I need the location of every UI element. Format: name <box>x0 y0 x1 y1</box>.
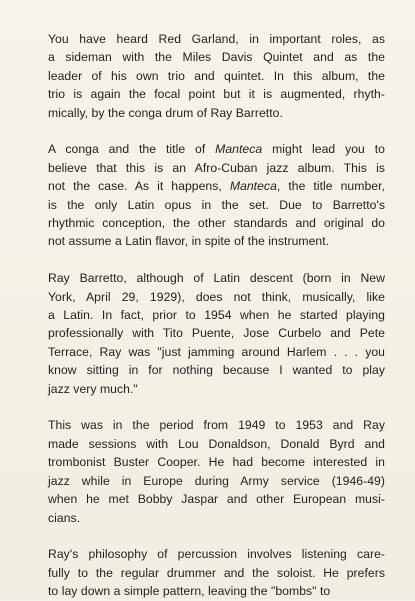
text-segment: when he met Bobby Jaspar and other European musi- <box>48 492 385 507</box>
paragraph <box>48 416 385 526</box>
text-line <box>48 232 385 250</box>
text-line <box>48 380 385 398</box>
text-segment: know sitting in for nothing because I wanted to play <box>48 363 385 378</box>
italic-title: Manteca <box>215 142 263 157</box>
paragraph <box>48 140 385 250</box>
text-line <box>48 104 385 122</box>
text-segment: professionally with Tito Puente, Jose Curbelo and Pete <box>48 326 385 341</box>
text-segment: Ray Barretto, although of Latin descent (born in New <box>48 271 385 286</box>
text-segment: York, April 29, 1929), does not think, musically, like <box>48 289 385 304</box>
text-line <box>48 435 385 453</box>
text-segment: rhythmic conception, the other standards and original do <box>48 216 385 231</box>
text-segment: leader of his own trio and quintet. In this album, the <box>48 68 385 83</box>
paragraph <box>48 545 385 600</box>
text-segment: jazz very much." <box>48 381 138 396</box>
paragraph <box>48 30 385 122</box>
text-segment: believe that this is an Afro-Cuban jazz album. This is <box>48 160 385 175</box>
text-line <box>48 48 385 66</box>
text-column <box>48 30 385 601</box>
text-segment: a Latin. In fact, prior to 1954 when he started playing <box>48 308 385 323</box>
text-line <box>48 343 385 361</box>
text-line <box>48 361 385 379</box>
text-line <box>48 214 385 232</box>
text-segment: jazz while in Europe during Army service (1946-49) <box>48 473 385 488</box>
text-line <box>48 67 385 85</box>
text-segment: Ray's philosophy of percussion involves listening care- <box>48 547 385 562</box>
text-line <box>48 159 385 177</box>
text-line <box>48 85 385 103</box>
text-segment: trio is again the focal point but it is augmented, rhyth- <box>48 87 385 102</box>
text-segment: cians. <box>48 510 81 525</box>
text-segment: A conga and the title of <box>48 142 216 157</box>
text-line <box>48 288 385 306</box>
text-line <box>48 324 385 342</box>
text-line <box>48 416 385 434</box>
text-line <box>48 177 385 195</box>
text-line <box>48 30 385 48</box>
text-segment: not assume a Latin flavor, in spite of the instrument. <box>48 234 330 249</box>
text-segment: You have heard Red Garland, in important roles, as <box>48 32 385 46</box>
text-segment: , the title number, <box>276 179 385 194</box>
text-line <box>48 140 385 158</box>
text-line <box>48 545 385 563</box>
text-line <box>48 306 385 324</box>
text-segment: a sideman with the Miles Davis Quintet and as the <box>48 50 385 65</box>
text-segment: fully to the regular drummer and the soloist. He prefers <box>48 565 385 580</box>
paragraph <box>48 269 385 398</box>
text-segment: to lay down a simple pattern, leaving the "bombs" to <box>48 584 331 599</box>
text-line <box>48 582 385 600</box>
text-segment: This was in the period from 1949 to 1953 and Ray <box>48 418 385 433</box>
text-segment: made sessions with Lou Donaldson, Donald Byrd and <box>48 436 385 451</box>
text-segment: not the case. As it happens, <box>48 179 230 194</box>
text-line <box>48 490 385 508</box>
text-segment: is the only Latin opus in the set. Due to Barretto's <box>48 197 385 212</box>
text-segment: might lead you to <box>262 142 385 157</box>
text-line <box>48 196 385 214</box>
text-line <box>48 472 385 490</box>
text-line <box>48 564 385 582</box>
text-line <box>48 269 385 287</box>
text-segment: trombonist Buster Cooper. He had become interested in <box>48 455 385 470</box>
italic-title: Manteca <box>229 179 277 194</box>
text-segment: mically, by the conga drum of Ray Barretto. <box>48 105 283 120</box>
text-line <box>48 453 385 471</box>
text-line <box>48 509 385 527</box>
text-segment: Terrace, Ray was "just jamming around Harlem . . . you <box>48 344 385 359</box>
